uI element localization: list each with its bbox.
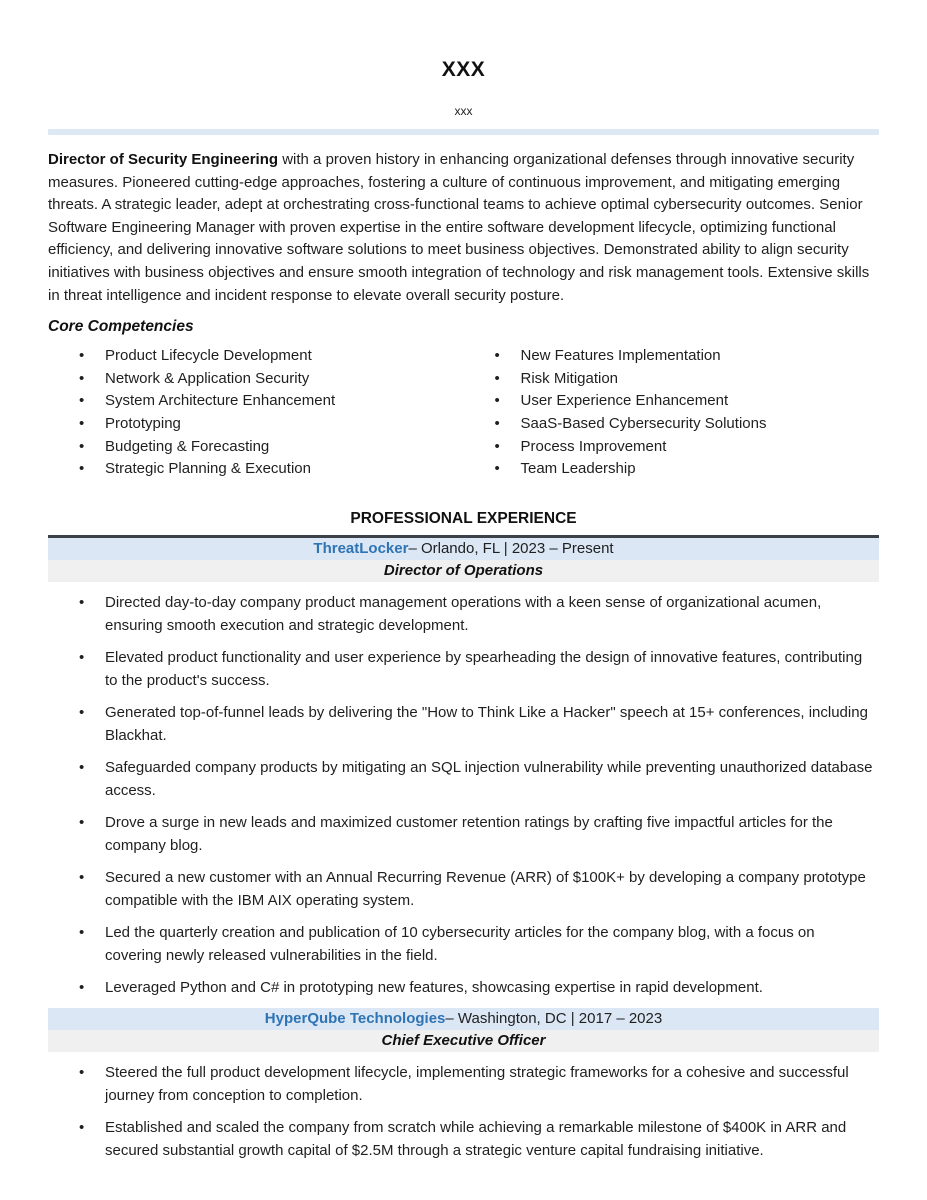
- job-bullet: • Led the quarterly creation and publication of 10 cybersecurity articles for the company blog, with a focus on covering newly released vulnerabilities in the field.: [48, 921, 879, 967]
- summary-body: with a proven history in enhancing organizational defenses through innovative security measures. Pioneered cutting-edge approaches, fostering a culture of continuous improvement, and mitigating emerging threats. A strategic leader, adept at orchestrating cross-functional teams to achieve optimal cybersecurity outcomes. Senior Software Engineering Manager with proven expertise in the entire software development lifecycle, optimizing functional efficiency, and delivering innovative software solutions to meet business objectives. Demonstrated ability to align security initiatives with business objectives and ensure smooth integration of technology and risk management tools. Extensive skills in threat intelligence and incident response to elevate overall security posture.: [48, 151, 870, 304]
- company-name: ThreatLocker: [313, 540, 409, 558]
- list-item: • Risk Mitigation: [464, 368, 880, 391]
- core-competencies-right-column: [464, 345, 880, 481]
- candidate-name: XXX: [441, 58, 486, 81]
- header-divider: [48, 129, 879, 135]
- list-item: • System Architecture Enhancement: [48, 390, 464, 413]
- job-bullet: • Safeguarded company products by mitigating an SQL injection vulnerability while preventing unauthorized database access.: [48, 756, 879, 802]
- company-meta: – Washington, DC | 2017 – 2023: [445, 1010, 663, 1028]
- core-competencies-title: Core Competencies: [48, 318, 194, 336]
- job-bullet: • Leveraged Python and C# in prototyping new features, showcasing expertise in rapid development.: [48, 976, 879, 999]
- list-item: • Network & Application Security: [48, 368, 464, 391]
- list-item: • User Experience Enhancement: [464, 390, 880, 413]
- job-bullet: • Drove a surge in new leads and maximized customer retention ratings by crafting five impactful articles for the company blog.: [48, 811, 879, 857]
- job-bullet: • Established and scaled the company from scratch while achieving a remarkable milestone of $400K in ARR and secured substantial growth capital of $2.5M through a strategic venture capital fundraising initiative.: [48, 1116, 879, 1162]
- list-item: • New Features Implementation: [464, 345, 880, 368]
- job-bullet: • Secured a new customer with an Annual Recurring Revenue (ARR) of $100K+ by developing a company prototype compatible with the IBM AIX operating system.: [48, 866, 879, 912]
- core-competencies-columns: [48, 345, 879, 481]
- list-item: • Product Lifecycle Development: [48, 345, 464, 368]
- job-bullet-list: [48, 1061, 879, 1162]
- job-bullet: • Directed day-to-day company product management operations with a keen sense of organizational acumen, ensuring smooth execution and strategic development.: [48, 591, 879, 637]
- job-company-band: [48, 538, 879, 560]
- summary-paragraph: [48, 149, 879, 307]
- list-item: • Process Improvement: [464, 436, 880, 459]
- company-name: HyperQube Technologies: [264, 1010, 446, 1028]
- list-item: • Team Leadership: [464, 458, 880, 481]
- job-company-band: [48, 1008, 879, 1030]
- list-item: • SaaS-Based Cybersecurity Solutions: [464, 413, 880, 436]
- summary-lead: Director of Security Engineering: [48, 151, 279, 168]
- job-title-band: Director of Operations: [48, 560, 879, 582]
- contact-line: xxx: [454, 104, 473, 118]
- company-meta: – Orlando, FL | 2023 – Present: [408, 540, 614, 558]
- list-item: • Prototyping: [48, 413, 464, 436]
- job-bullet-list: [48, 591, 879, 999]
- experience-section-title: PROFESSIONAL EXPERIENCE: [350, 509, 577, 527]
- list-item: • Strategic Planning & Execution: [48, 458, 464, 481]
- list-item: • Budgeting & Forecasting: [48, 436, 464, 459]
- job-title-band: Chief Executive Officer: [48, 1030, 879, 1052]
- job-bullet: • Generated top-of-funnel leads by delivering the "How to Think Like a Hacker" speech at 15+ conferences, including Blackhat.: [48, 701, 879, 747]
- job-bullet: • Elevated product functionality and user experience by spearheading the design of innovative features, contributing to the product's success.: [48, 646, 879, 692]
- core-competencies-left-column: [48, 345, 464, 481]
- job-bullet: • Steered the full product development lifecycle, implementing strategic frameworks for a cohesive and successful journey from conception to completion.: [48, 1061, 879, 1107]
